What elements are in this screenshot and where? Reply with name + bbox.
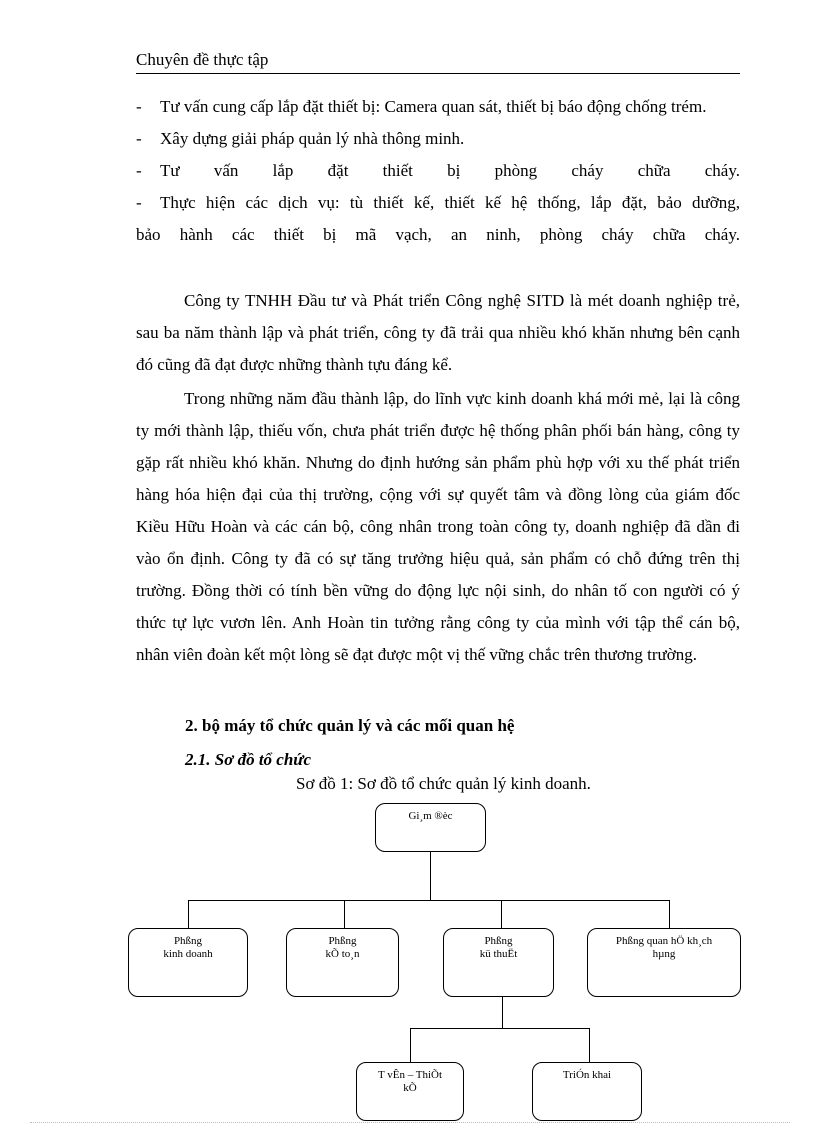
connector [502,996,503,1028]
connector [344,900,345,929]
paragraph-1: Công ty TNHH Đầu tư và Phát triển Công nghệ SITD là mét doanh nghiệp trẻ, sau ba năm thành lập và phát triển, công ty đã trải qua nhiều khó khăn nhưng bên cạnh đó cũng đã đạt được những thành tựu đáng kể. [136,291,740,374]
org-node-department: Phßng kü thuËt [443,928,554,997]
bullet-continuation: bảo hành các thiết bị mã vạch, an ninh, phòng cháy chữa cháy. [136,225,740,244]
list-item: - Tư vấn cung cấp lắp đặt thiết bị: Camera quan sát, thiết bị báo động chống trém. [136,91,740,123]
org-node-department: Phßng kinh doanh [128,928,248,997]
connector [589,1028,590,1062]
org-node-subunit: T vÊn – ThiÕt kÕ [356,1062,464,1121]
connector [188,900,670,901]
org-node-subunit: TriÓn khai [532,1062,642,1121]
connector [188,900,189,929]
diagram-caption: Sơ đồ 1: Sơ đồ tổ chức quản lý kinh doanh. [296,774,591,793]
connector [410,1028,411,1062]
bullet-text: Tư vấn cung cấp lắp đặt thiết bị: Camera quan sát, thiết bị báo động chống trém. [160,97,707,116]
connector [669,900,670,929]
list-item: - Tư vấn lắp đặt thiết bị phòng cháy chữa cháy. [136,155,740,187]
page-header [136,50,740,74]
list-item: - Xây dựng giải pháp quản lý nhà thông minh. [136,123,740,155]
bullet-text: Xây dựng giải pháp quản lý nhà thông minh. [160,129,465,148]
connector [410,1028,590,1029]
org-node-department: Phßng kÕ to¸n [286,928,399,997]
bullet-text: Tư vấn lắp đặt thiết bị phòng cháy chữa cháy. [160,161,740,180]
list-item: - Thực hiện các dịch vụ: tù thiết kế, thiết kế hệ thống, lắp đặt, bảo dưỡng, [136,187,740,219]
connector [501,900,502,929]
paragraph-2: Trong những năm đầu thành lập, do lĩnh vực kinh doanh khá mới mẻ, lại là công ty mới thành lập, thiếu vốn, chưa phát triển được hệ thống phân phối bán hàng, công ty gặp rất nhiều khó khăn. Nhưng do định hướng sản phẩm phù hợp với xu thế phát triển hàng hóa hiện đại của thị trường, cộng với sự quyết tâm và đồng lòng của giám đốc Kiều Hữu Hoàn và các cán bộ, công nhân trong toàn công ty, doanh nghiệp đã dần đi vào ổn định. Công ty đã có sự tăng trưởng hiệu quả, sản phẩm có chỗ đứng trên thị trường. Đồng thời có tính bền vững do động lực nội sinh, do nhân tố con người có ý thức tự lực vươn lên. Anh Hoàn tin tưởng rằng công ty của mình với tập thể cán bộ, nhân viên đoàn kết một lòng sẽ đạt được một vị thế vững chắc trên thương trường. [136,389,740,664]
bullet-list [136,91,740,251]
bullet-text: Thực hiện các dịch vụ: tù thiết kế, thiết kế hệ thống, lắp đặt, bảo dưỡng, [160,193,740,212]
org-node-department: Phßng quan hÖ kh¸ch hµng [587,928,741,997]
header-title: Chuyên đề thực tập [136,50,269,69]
org-node-director: Gi¸m ®èc [375,803,486,852]
subsection-heading: 2.1. Sơ đồ tổ chức [185,750,312,769]
section-heading: 2. bộ máy tổ chức quản lý và các mối quan hệ [185,716,515,735]
connector [430,851,431,900]
